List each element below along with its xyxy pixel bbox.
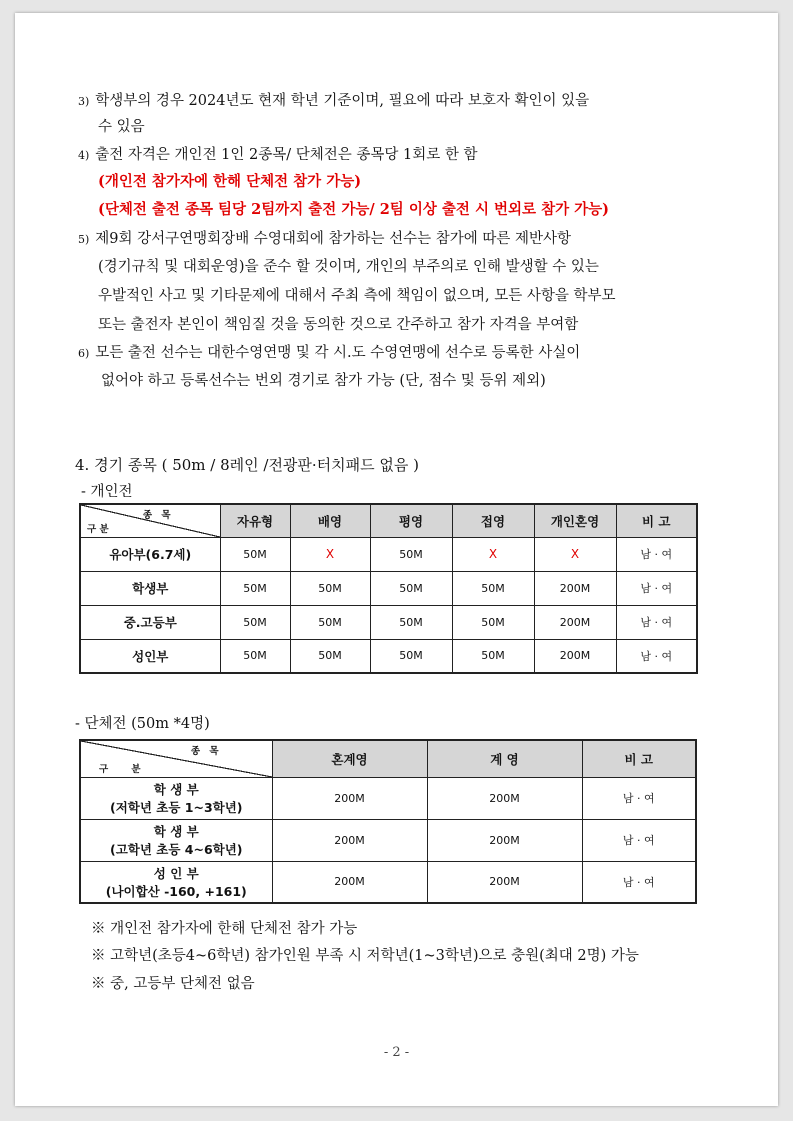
table-cell: 200M (534, 639, 616, 673)
table-cell: 남 · 여 (616, 537, 697, 571)
header-medley-relay: 혼계영 (272, 740, 427, 777)
table-cell: 남 · 여 (582, 861, 696, 903)
table-cell: X (290, 537, 370, 571)
individual-header-row (80, 504, 697, 537)
header-freestyle-relay: 계 영 (427, 740, 582, 777)
header-individual-medley: 개인혼영 (534, 504, 616, 537)
table-cell: X (452, 537, 534, 571)
section-title: 4. 경기 종목 ( 50m / 8레인 /전광판·터치패드 없음 ) (75, 456, 420, 474)
table-cell: 50M (290, 571, 370, 605)
header-remarks: 비 고 (616, 504, 697, 537)
rule-5-cont-3: 또는 출전자 본인이 책임질 것을 동의한 것으로 간주하고 참가 자격을 부여함 (98, 317, 579, 333)
table-cell: 200M (272, 777, 427, 819)
table-cell: 200M (272, 861, 427, 903)
table-row (80, 605, 697, 639)
table-row (80, 639, 697, 673)
table-cell: 200M (272, 819, 427, 861)
note-2: ※ 고학년(초등4~6학년) 참가인원 부족 시 저학년(1~3학년)으로 충원(최대 2명) 가능 (91, 948, 639, 964)
note-1: ※ 개인전 참가자에 한해 단체전 참가 가능 (91, 921, 358, 937)
table-cell: 50M (452, 571, 534, 605)
team-corner-cell: 종 목 구 분 (80, 740, 272, 777)
table-cell: 남 · 여 (616, 639, 697, 673)
rule-3: 3) 학생부의 경우 2024년도 현재 학년 기준이며, 필요에 따라 보호자 확인이 있을 (78, 93, 590, 109)
row-category: 성인부 (80, 639, 220, 673)
header-butterfly: 접영 (452, 504, 534, 537)
table-cell: 50M (290, 639, 370, 673)
rule-5: 5) 제9회 강서구연맹회장배 수영대회에 참가하는 선수는 참가에 따른 제반사항 (78, 231, 572, 247)
table-cell: 남 · 여 (616, 571, 697, 605)
row-category: 유아부(6.7세) (80, 537, 220, 571)
table-cell: 50M (220, 639, 290, 673)
page-number: - 2 - (383, 1045, 410, 1060)
table-cell: 남 · 여 (582, 819, 696, 861)
table-cell: 200M (534, 605, 616, 639)
rule-5-cont-1: (경기규칙 및 대회운영)을 준수 할 것이며, 개인의 부주의로 인해 발생할 수 있는 (98, 259, 599, 275)
rule-6-cont: 없어야 하고 등록선수는 번외 경기로 참가 가능 (단, 점수 및 등위 제외) (101, 373, 546, 389)
table-cell: 남 · 여 (582, 777, 696, 819)
row-category: 학 생 부 (고학년 초등 4~6학년) (80, 819, 272, 861)
row-category: 중.고등부 (80, 605, 220, 639)
table-cell: 50M (370, 639, 452, 673)
table-row (80, 537, 697, 571)
team-header-row (80, 740, 696, 777)
document-page (15, 13, 778, 1106)
table-cell: X (534, 537, 616, 571)
rule-6: 6) 모든 출전 선수는 대한수영연맹 및 각 시.도 수영연맹에 선수로 등록한 사실이 (78, 345, 581, 361)
table-row (80, 571, 697, 605)
table-row (80, 819, 696, 861)
table-cell: 남 · 여 (616, 605, 697, 639)
table-cell: 200M (427, 777, 582, 819)
table-cell: 200M (427, 861, 582, 903)
rule-4-note-2: (단체전 출전 종목 팀당 2팀까지 출전 가능/ 2팀 이상 출전 시 번외로 참가 가능) (98, 201, 610, 218)
header-freestyle: 자유형 (220, 504, 290, 537)
rule-5-cont-2: 우발적인 사고 및 기타문제에 대해서 주최 측에 책임이 없으며, 모든 사항을 학부모 (98, 288, 616, 304)
individual-table (79, 503, 698, 674)
table-cell: 50M (370, 605, 452, 639)
team-table (79, 739, 697, 904)
table-cell: 50M (290, 605, 370, 639)
table-cell: 200M (534, 571, 616, 605)
rule-3-cont: 수 있음 (98, 119, 145, 135)
table-cell: 50M (220, 537, 290, 571)
header-backstroke: 배영 (290, 504, 370, 537)
rule-4-note-1: (개인전 참가자에 한해 단체전 참가 가능) (98, 173, 362, 190)
header-remarks: 비 고 (582, 740, 696, 777)
rule-4: 4) 출전 자격은 개인전 1인 2종목/ 단체전은 종목당 1회로 한 함 (78, 147, 478, 163)
table-row (80, 861, 696, 903)
team-label: - 단체전 (50m *4명) (75, 716, 210, 732)
individual-label: - 개인전 (81, 484, 133, 500)
table-row (80, 777, 696, 819)
row-category: 학 생 부 (저학년 초등 1~3학년) (80, 777, 272, 819)
table-cell: 50M (370, 571, 452, 605)
table-cell: 50M (370, 537, 452, 571)
table-cell: 50M (220, 605, 290, 639)
table-cell: 50M (452, 605, 534, 639)
header-breaststroke: 평영 (370, 504, 452, 537)
row-category: 학생부 (80, 571, 220, 605)
table-cell: 200M (427, 819, 582, 861)
table-cell: 50M (220, 571, 290, 605)
row-category: 성 인 부 (나이합산 -160, +161) (80, 861, 272, 903)
note-3: ※ 중, 고등부 단체전 없음 (91, 976, 255, 992)
table-cell: 50M (452, 639, 534, 673)
individual-corner-cell: 종 목 구 분 (80, 504, 220, 537)
